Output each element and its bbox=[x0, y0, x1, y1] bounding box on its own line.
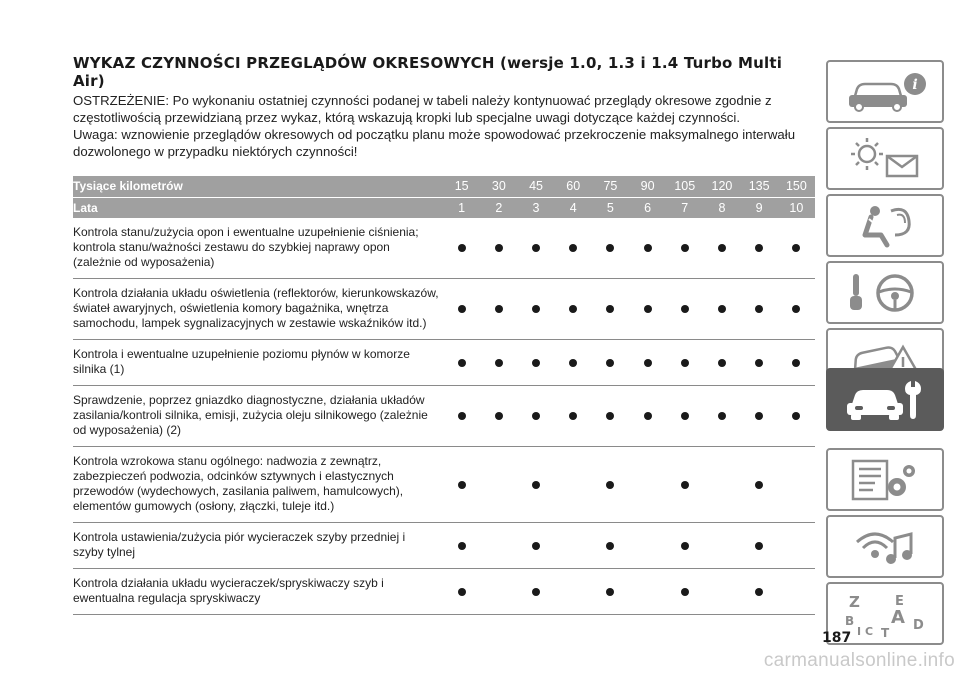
tab-car-info[interactable] bbox=[826, 60, 944, 123]
scheduled-dot bbox=[681, 412, 689, 420]
scheduled-dot bbox=[718, 359, 726, 367]
table-row bbox=[73, 447, 815, 523]
scheduled-dot bbox=[681, 359, 689, 367]
index-letter-c: C bbox=[865, 624, 874, 638]
scheduled-dot bbox=[792, 359, 800, 367]
kilometers-header-cell: 45 bbox=[517, 176, 554, 197]
scheduled-dot bbox=[532, 412, 540, 420]
dashboard-lights-icon bbox=[835, 134, 935, 184]
scheduled-dot bbox=[532, 305, 540, 313]
schedule-cell bbox=[555, 523, 592, 569]
schedule-cell bbox=[666, 218, 703, 279]
years-header-cell: 9 bbox=[755, 200, 763, 215]
table-row bbox=[73, 386, 815, 447]
page-number: 187 bbox=[822, 630, 852, 646]
schedule-cell bbox=[517, 447, 554, 523]
schedule-cell bbox=[443, 569, 480, 615]
kilometers-header-cell: 60 bbox=[555, 176, 592, 197]
schedule-cell bbox=[443, 523, 480, 569]
scheduled-dot bbox=[755, 412, 763, 420]
schedule-cell bbox=[778, 447, 815, 523]
task-description: Kontrola wzrokowa stanu ogólnego: nadwozia z zewnątrz, zabezpieczeń podwozia, odcinków sztywnych i elastycznych przewodów (wydechowych, zasilania paliwem, hamulcowych), elementów gumowych (osłony, złączki, tuleje itd.) bbox=[73, 447, 443, 523]
scheduled-dot bbox=[792, 412, 800, 420]
scheduled-dot bbox=[644, 412, 652, 420]
scheduled-dot bbox=[458, 305, 466, 313]
scheduled-dot bbox=[569, 412, 577, 420]
kilometers-label: Tysiące kilometrów bbox=[73, 176, 443, 197]
table-row bbox=[73, 340, 815, 386]
schedule-cell bbox=[555, 447, 592, 523]
scheduled-dot bbox=[532, 542, 540, 550]
scheduled-dot bbox=[606, 481, 614, 489]
scheduled-dot bbox=[569, 244, 577, 252]
scheduled-dot bbox=[755, 588, 763, 596]
scheduled-dot bbox=[606, 588, 614, 596]
index-letter-i: I bbox=[857, 624, 862, 638]
table-row bbox=[73, 218, 815, 279]
schedule-cell bbox=[480, 340, 517, 386]
scheduled-dot bbox=[755, 542, 763, 550]
scheduled-dot bbox=[532, 244, 540, 252]
scheduled-dot bbox=[569, 359, 577, 367]
schedule-cell bbox=[703, 447, 740, 523]
car-service-wrench-icon bbox=[835, 375, 935, 425]
schedule-cell bbox=[592, 523, 629, 569]
scheduled-dot bbox=[458, 481, 466, 489]
schedule-cell bbox=[517, 218, 554, 279]
years-header-cell: 1 bbox=[458, 200, 466, 215]
tab-service-maintenance[interactable] bbox=[826, 368, 944, 431]
schedule-cell bbox=[778, 218, 815, 279]
scheduled-dot bbox=[718, 412, 726, 420]
schedule-cell bbox=[480, 569, 517, 615]
scheduled-dot bbox=[458, 588, 466, 596]
years-header-cell: 5 bbox=[606, 200, 614, 215]
schedule-cell bbox=[629, 340, 666, 386]
seat-airbag-icon bbox=[835, 201, 935, 251]
scheduled-dot bbox=[458, 244, 466, 252]
schedule-cell bbox=[555, 386, 592, 447]
scheduled-dot bbox=[792, 244, 800, 252]
years-header-cell: 2 bbox=[495, 200, 503, 215]
schedule-cell bbox=[629, 523, 666, 569]
index-letter-z: Z bbox=[849, 592, 860, 611]
index-letter-a: A bbox=[891, 606, 905, 628]
schedule-cell bbox=[517, 279, 554, 340]
schedule-cell bbox=[555, 218, 592, 279]
years-header-cell: 6 bbox=[644, 200, 652, 215]
schedule-cell bbox=[666, 569, 703, 615]
schedule-cell bbox=[778, 523, 815, 569]
scheduled-dot bbox=[532, 481, 540, 489]
kilometers-header-cell: 135 bbox=[741, 176, 778, 197]
schedule-cell bbox=[741, 569, 778, 615]
schedule-cell bbox=[517, 569, 554, 615]
kilometers-header-cell: 105 bbox=[666, 176, 703, 197]
kilometers-header-cell: 90 bbox=[629, 176, 666, 197]
years-header-cell: 10 bbox=[789, 200, 804, 215]
schedule-cell bbox=[443, 218, 480, 279]
scheduled-dot bbox=[792, 305, 800, 313]
schedule-cell bbox=[741, 279, 778, 340]
kilometers-header-cell: 150 bbox=[778, 176, 815, 197]
schedule-cell bbox=[703, 340, 740, 386]
schedule-cell bbox=[629, 569, 666, 615]
scheduled-dot bbox=[495, 412, 503, 420]
schedule-cell bbox=[555, 279, 592, 340]
scheduled-dot bbox=[755, 481, 763, 489]
schedule-cell bbox=[666, 340, 703, 386]
scheduled-dot bbox=[458, 359, 466, 367]
scheduled-dot bbox=[681, 244, 689, 252]
scheduled-dot bbox=[755, 305, 763, 313]
scheduled-dot bbox=[569, 305, 577, 313]
schedule-cell bbox=[592, 447, 629, 523]
schedule-cell bbox=[666, 386, 703, 447]
schedule-cell bbox=[443, 447, 480, 523]
tab-safety[interactable] bbox=[826, 194, 944, 257]
scheduled-dot bbox=[458, 412, 466, 420]
tab-dashboard-lights[interactable] bbox=[826, 127, 944, 190]
schedule-cell bbox=[741, 447, 778, 523]
years-header-cell: 3 bbox=[532, 200, 540, 215]
scheduled-dot bbox=[606, 542, 614, 550]
index-letter-b: B bbox=[845, 613, 855, 628]
schedule-cell bbox=[443, 386, 480, 447]
schedule-cell bbox=[629, 386, 666, 447]
schedule-cell bbox=[517, 386, 554, 447]
scheduled-dot bbox=[495, 244, 503, 252]
kilometers-header-cell: 15 bbox=[443, 176, 480, 197]
schedule-cell bbox=[629, 447, 666, 523]
schedule-cell bbox=[703, 523, 740, 569]
schedule-cell bbox=[480, 447, 517, 523]
schedule-cell bbox=[517, 340, 554, 386]
scheduled-dot bbox=[495, 359, 503, 367]
years-header-cell: 8 bbox=[718, 200, 726, 215]
tab-technical-data[interactable] bbox=[826, 448, 944, 511]
schedule-cell bbox=[592, 218, 629, 279]
schedule-cell bbox=[703, 279, 740, 340]
schedule-cell bbox=[778, 386, 815, 447]
kilometers-header-cell: 75 bbox=[592, 176, 629, 197]
schedule-body bbox=[73, 218, 815, 615]
schedule-cell bbox=[741, 386, 778, 447]
scheduled-dot bbox=[755, 244, 763, 252]
years-header-cell: 7 bbox=[681, 200, 689, 215]
schedule-cell bbox=[517, 523, 554, 569]
multimedia-icon bbox=[835, 522, 935, 572]
task-description: Sprawdzenie, poprzez gniazdko diagnostyczne, działania układów zasilania/kontroli silnika, emisji, zużycia oleju silnikowego (zależnie od wyposażenia) (2) bbox=[73, 386, 443, 447]
schedule-cell bbox=[629, 218, 666, 279]
table-row bbox=[73, 569, 815, 615]
index-letter-d: D bbox=[913, 617, 924, 633]
key-steering-wheel-icon bbox=[835, 268, 935, 318]
schedule-cell bbox=[666, 447, 703, 523]
notice-paragraph: Uwaga: wznowienie przeglądów okresowych od początku planu może spowodować przekroczenie maksymalnego interwału dozwolonego w przypadku niektórych czynności! bbox=[73, 127, 796, 159]
index-letter-e: E bbox=[895, 593, 904, 609]
schedule-cell bbox=[592, 386, 629, 447]
warning-paragraph: OSTRZEŻENIE: Po wykonaniu ostatniej czynności podanej w tabeli należy kontynuować przeglądy okresowe zgodnie z częstotliwością przewidzianą przez wykaz, którą wskazują kropki lub specjalne uwagi dotyczące każdej czynności. bbox=[73, 93, 772, 125]
watermark: carmanualsonline.info bbox=[763, 650, 955, 671]
schedule-cell bbox=[629, 279, 666, 340]
scheduled-dot bbox=[644, 359, 652, 367]
kilometers-header-cell: 30 bbox=[480, 176, 517, 197]
maintenance-schedule-table bbox=[73, 176, 815, 615]
schedule-cell bbox=[741, 218, 778, 279]
task-description: Kontrola działania układu oświetlenia (reflektorów, kierunkowskazów, świateł awaryjnych, oświetlenia komory bagażnika, wnętrza samochodu, lampek sygnalizacyjnych w zestawie wskaźników itd.) bbox=[73, 279, 443, 340]
kilometers-header-row bbox=[73, 176, 815, 197]
schedule-cell bbox=[480, 218, 517, 279]
task-description: Kontrola stanu/zużycia opon i ewentualne uzupełnienie ciśnienia; kontrola stanu/ważności zestawu do szybkiej naprawy opon (zależnie od wyposażenia) bbox=[73, 218, 443, 279]
schedule-cell bbox=[555, 569, 592, 615]
scheduled-dot bbox=[495, 305, 503, 313]
schedule-cell bbox=[741, 340, 778, 386]
scheduled-dot bbox=[644, 244, 652, 252]
scheduled-dot bbox=[606, 359, 614, 367]
scheduled-dot bbox=[532, 359, 540, 367]
scheduled-dot bbox=[681, 305, 689, 313]
schedule-cell bbox=[480, 279, 517, 340]
task-description: Kontrola działania układu wycieraczek/spryskiwaczy szyb i ewentualna regulacja spryskiwaczy bbox=[73, 569, 443, 615]
schedule-cell bbox=[555, 340, 592, 386]
scheduled-dot bbox=[606, 244, 614, 252]
scheduled-dot bbox=[606, 412, 614, 420]
years-label: Lata bbox=[73, 200, 98, 215]
schedule-cell bbox=[703, 569, 740, 615]
schedule-cell bbox=[703, 218, 740, 279]
task-description: Kontrola i ewentualne uzupełnienie poziomu płynów w komorze silnika (1) bbox=[73, 340, 443, 386]
kilometers-header-cell: 120 bbox=[703, 176, 740, 197]
schedule-cell bbox=[666, 523, 703, 569]
schedule-cell bbox=[778, 340, 815, 386]
schedule-cell bbox=[778, 569, 815, 615]
tab-multimedia[interactable] bbox=[826, 515, 944, 578]
years-header-row bbox=[73, 197, 815, 218]
schedule-cell bbox=[592, 569, 629, 615]
intro-text bbox=[73, 92, 813, 160]
svg-text:i: i bbox=[912, 76, 918, 93]
schedule-cell bbox=[480, 523, 517, 569]
page-title: WYKAZ CZYNNOŚCI PRZEGLĄDÓW OKRESOWYCH (wersje 1.0, 1.3 i 1.4 Turbo Multi Air) bbox=[73, 54, 783, 90]
index-letter-t: T bbox=[881, 625, 890, 639]
schedule-cell bbox=[480, 386, 517, 447]
car-info-icon bbox=[835, 67, 935, 117]
schedule-cell bbox=[592, 340, 629, 386]
schedule-cell bbox=[592, 279, 629, 340]
scheduled-dot bbox=[681, 588, 689, 596]
scheduled-dot bbox=[681, 481, 689, 489]
specifications-gear-icon bbox=[835, 455, 935, 505]
table-row bbox=[73, 279, 815, 340]
schedule-cell bbox=[703, 386, 740, 447]
tab-starting-driving[interactable] bbox=[826, 261, 944, 324]
scheduled-dot bbox=[718, 305, 726, 313]
schedule-cell bbox=[778, 279, 815, 340]
scheduled-dot bbox=[532, 588, 540, 596]
scheduled-dot bbox=[681, 542, 689, 550]
scheduled-dot bbox=[606, 305, 614, 313]
table-row bbox=[73, 523, 815, 569]
task-description: Kontrola ustawienia/zużycia piór wycieraczek szyby przedniej i szyby tylnej bbox=[73, 523, 443, 569]
schedule-cell bbox=[443, 340, 480, 386]
scheduled-dot bbox=[718, 244, 726, 252]
schedule-cell bbox=[443, 279, 480, 340]
scheduled-dot bbox=[644, 305, 652, 313]
scheduled-dot bbox=[458, 542, 466, 550]
years-header-cell: 4 bbox=[569, 200, 577, 215]
scheduled-dot bbox=[755, 359, 763, 367]
schedule-cell bbox=[666, 279, 703, 340]
schedule-cell bbox=[741, 523, 778, 569]
